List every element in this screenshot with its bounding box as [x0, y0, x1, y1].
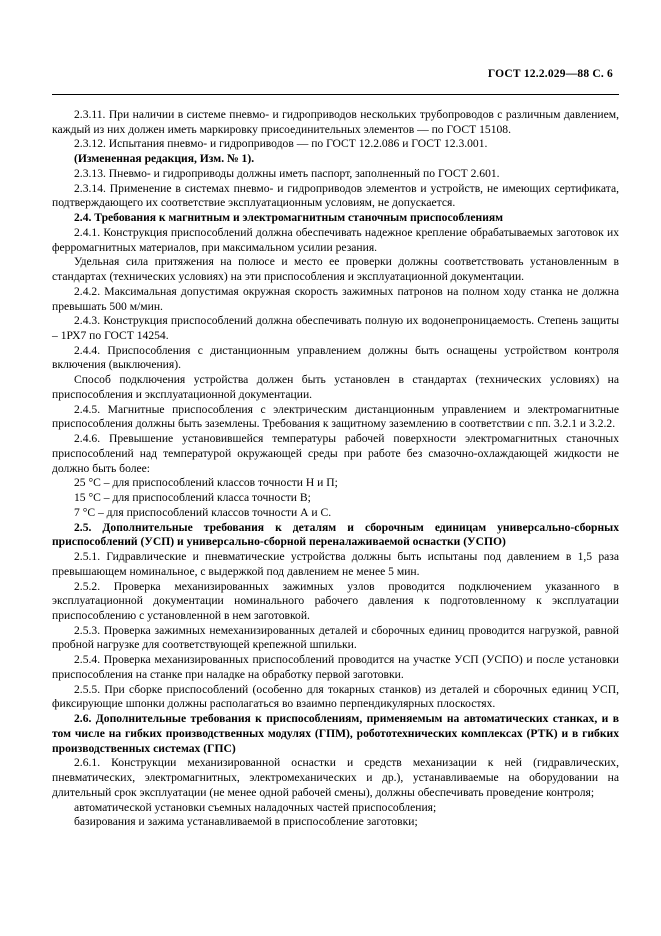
clause-2-5-1: 2.5.1. Гидравлические и пневматические устройства должны быть испытаны под давлением в 1,5 раза превышающем номинальное, с выдержкой под давлением не менее 5 мин. — [52, 550, 619, 578]
revision-note: (Измененная редакция, Изм. № 1). — [74, 152, 255, 166]
clause-2-4-1-cont: Удельная сила притяжения на полюсе и место ее проверки должны соответствовать установленным в стандартах (технических условиях) на эти приспособления и эксплуатационной документации. — [52, 255, 619, 284]
clause-2-3-14: 2.3.14. Применение в системах пневмо- и гидроприводов элементов и устройств, не имеющих сертификата, подтверждающего их соответствие эксплуатационным условиям, не допускается. — [52, 181, 619, 210]
section-2-4-title: 2.4. Требования к магнитным и электромагнитным станочным приспособлениям — [74, 211, 504, 225]
clause-2-4-2: 2.4.2. Максимальная допустимая окружная скорость зажимных патронов на полном ходу станка не должна превышать 500 м/мин. — [52, 284, 619, 313]
clause-2-4-5: 2.4.5. Магнитные приспособления с электрическим дистанционным управлением и электромагнитные приспособления должны быть заземлены. Требования к защитному заземлению в соответствии с пп. 3.2.1 и 3.2.2. — [52, 402, 619, 431]
document-body — [52, 108, 619, 830]
clause-2-5-2: 2.5.2. Проверка механизированных зажимных узлов проводится подключением указанного в эксплуатационной документации номинального рабочего давления к подготовленному к эксплуатации приспособлению с установленной в нем заготовкой. — [52, 579, 619, 622]
clause-2-4-6: 2.4.6. Превышение установившейся температуры рабочей поверхности электромагнитных станочных приспособлений над температурой окружающей среды при работе без смазочно-охлаждающей жидкости не должно быть более: — [52, 432, 619, 475]
clause-2-4-1: 2.4.1. Конструкция приспособлений должна обеспечивать надежное крепление обрабатываемых заготовок их ферромагнитных материалов, при максимальном усилии резания. — [52, 225, 619, 254]
clause-2-6-1-item-2: базирования и зажима устанавливаемой в приспособление заготовки; — [74, 815, 418, 829]
clause-2-3-12: 2.3.12. Испытания пневмо- и гидроприводов — по ГОСТ 12.2.086 и ГОСТ 12.3.001. — [74, 137, 488, 151]
clause-2-3-11: 2.3.11. При наличии в системе пневмо- и гидроприводов нескольких трубопроводов с различным давлением, каждый из них должен иметь маркировку присоединительных элементов — по ГОСТ 15108. — [52, 108, 619, 136]
section-2-5-title: 2.5. Дополнительные требования к деталям и сборочным единицам универсально-сборных приспособлений (УСП) и универсально-сборной переналаживаемой оснастки (УСПО) — [52, 520, 619, 549]
page-header — [52, 68, 619, 80]
temp-limit-25: 25 °С – для приспособлений классов точности Н и П; — [74, 476, 338, 490]
clause-2-5-4: 2.5.4. Проверка механизированных приспособлений проводится на участке УСП (УСПО) и после установки приспособления на станке при наладке на обработку первой заготовки. — [52, 653, 619, 681]
section-2-6-title: 2.6. Дополнительные требования к приспособлениям, применяемым на автоматических станках, и в том числе на гибких производственных модулях (ГПМ), робототехнических комплексах (РТК) и в гибких производственных системах (ГПС) — [52, 712, 619, 755]
temp-limit-7: 7 °С – для приспособлений классов точности А и С. — [74, 505, 332, 519]
clause-2-4-3: 2.4.3. Конструкция приспособлений должна обеспечивать полную их водонепроницаемость. Степень защиты – 1РХ7 по ГОСТ 14254. — [52, 314, 619, 343]
clause-2-5-3: 2.5.3. Проверка зажимных немеханизированных деталей и сборочных единиц проводится нагрузкой, равной пробной нагрузке для соответствующей крепежной шпильки. — [52, 623, 619, 652]
clause-2-5-5: 2.5.5. При сборке приспособлений (особенно для токарных станков) из деталей и сборочных единиц УСП, фиксирующие шпонки должны располагаться во взаимно перпендикулярных плоскостях. — [52, 682, 619, 711]
clause-2-6-1: 2.6.1. Конструкции механизированной оснастки и средств механизации к ней (гидравлических, пневматических, электромагнитных, электромеханических и др.), устанавливаемые на оборудовании на длительный срок эксплуатации (не менее одной рабочей смены), должны обеспечивать проведение контроля; — [52, 756, 619, 799]
clause-2-4-4-cont: Способ подключения устройства должен быть установлен в стандартах (технических условиях) на приспособления и эксплуатационной документации. — [52, 373, 619, 401]
temp-limit-15: 15 °С – для приспособлений класса точности В; — [74, 491, 311, 505]
clause-2-4-4: 2.4.4. Приспособления с дистанционным управлением должны быть оснащены устройством контроля включения (выключения). — [52, 343, 619, 372]
standard-designation: ГОСТ 12.2.029—88 С. 6 — [487, 68, 613, 80]
clause-2-6-1-item-1: автоматической установки съемных наладочных частей приспособления; — [74, 800, 437, 814]
clause-2-3-13: 2.3.13. Пневмо- и гидроприводы должны иметь паспорт, заполненный по ГОСТ 2.601. — [74, 166, 500, 180]
header-divider — [52, 94, 619, 95]
